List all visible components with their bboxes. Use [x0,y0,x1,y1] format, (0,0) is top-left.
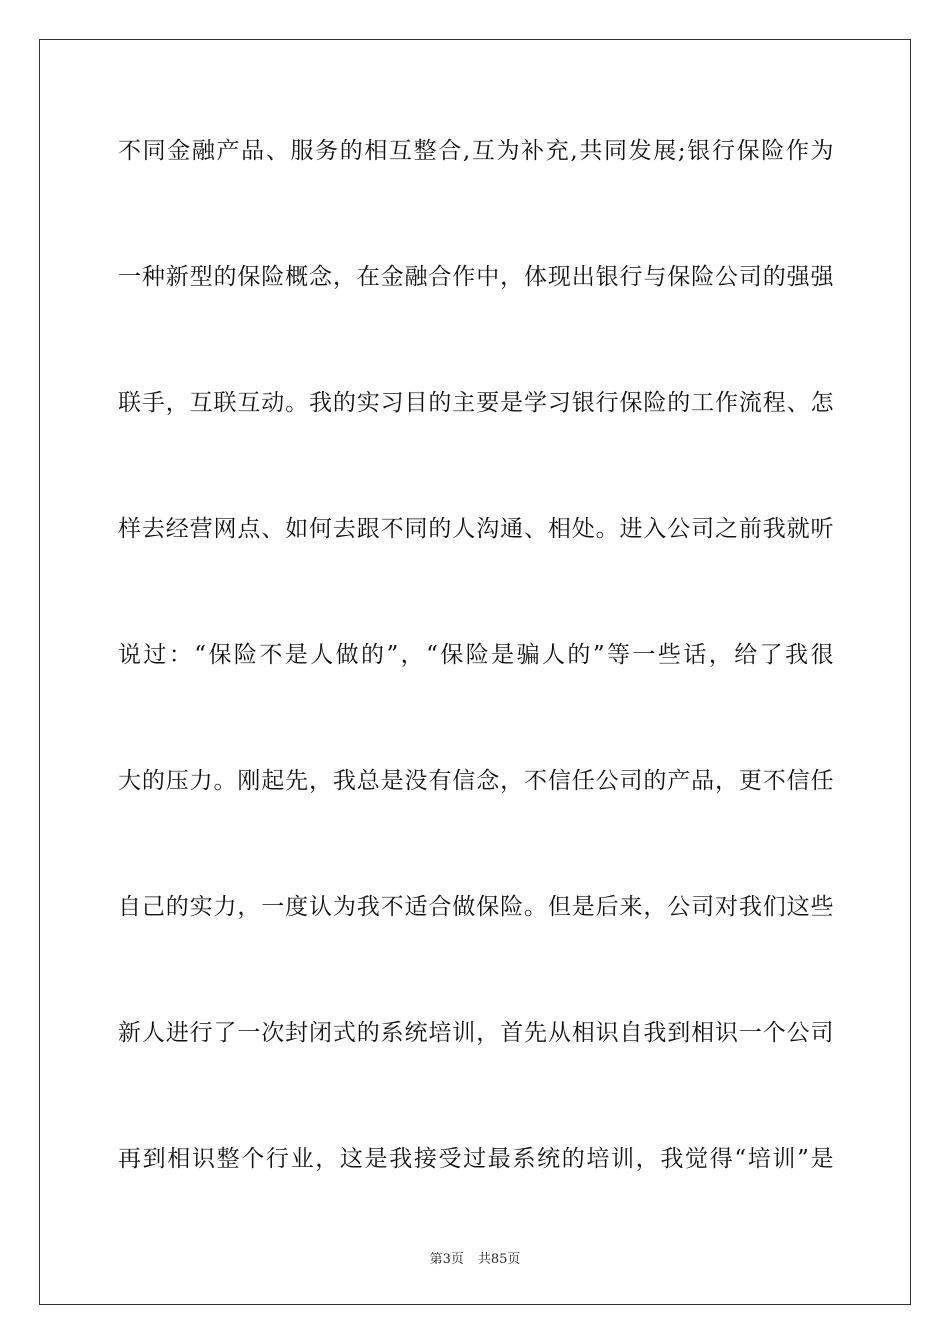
text-line-8: 新人进行了一次封闭式的系统培训，首先从相识自我到相识一个公司 [118,1020,834,1046]
text-line-6: 大的压力。刚起先，我总是没有信念，不信任公司的产品，更不信任 [118,768,834,794]
text-line-9: 再到相识整个行业，这是我接受过最系统的培训，我觉得“培训”是 [118,1146,834,1172]
total-pages: 共85页 [477,1252,521,1267]
text-line-5: 说过：“保险不是人做的”，“保险是骗人的”等一些话，给了我很 [118,642,834,668]
document-body [118,124,834,1258]
page-footer [0,1248,950,1267]
text-line-4: 样去经营网点、如何去跟不同的人沟通、相处。进入公司之前我就听 [118,516,834,542]
text-line-3: 联手，互联互动。我的实习目的主要是学习银行保险的工作流程、怎 [118,390,834,416]
text-line-7: 自己的实力，一度认为我不适合做保险。但是后来，公司对我们这些 [118,894,834,920]
page-number: 第3页 [429,1252,464,1267]
text-line-2: 一种新型的保险概念，在金融合作中，体现出银行与保险公司的强强 [118,264,834,290]
text-line-1: 不同金融产品、服务的相互整合,互为补充,共同发展;银行保险作为 [118,138,834,164]
